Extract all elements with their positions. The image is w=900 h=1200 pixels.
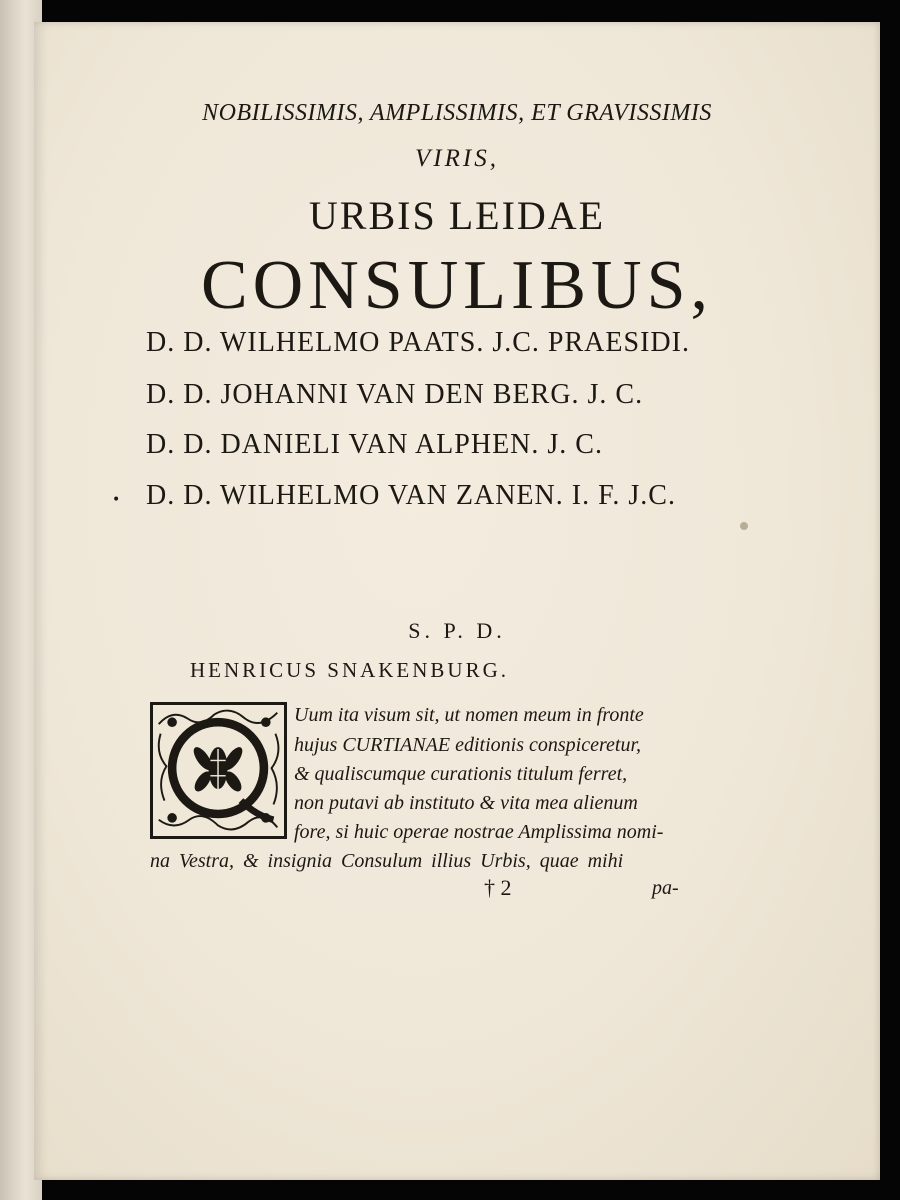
decorated-initial-q-icon <box>150 702 287 839</box>
signature-mark: † 2 <box>484 875 512 900</box>
dedication-line-3: URBIS LEIDAE <box>308 193 606 238</box>
paper-spot <box>740 522 748 530</box>
consul-name-4: D. D. WILHELMO VAN ZANEN. I. F. J.C. <box>146 480 676 511</box>
dedication-line-2: VIRIS, <box>415 145 499 172</box>
dedication-title: CONSULIBUS, <box>200 247 714 324</box>
body-text-line: na Vestra, & insignia Consulum illius Urbis, quae mihi <box>150 850 624 872</box>
salutation: S. P. D. <box>408 618 506 643</box>
body-text-line: hujus CURTIANAE editionis conspiceretur, <box>294 734 642 756</box>
consul-name-1: D. D. WILHELMO PAATS. J.C. PRAESIDI. <box>146 327 690 358</box>
catchword: pa- <box>652 877 679 899</box>
consul-name-2: D. D. JOHANNI VAN DEN BERG. J. C. <box>146 379 644 410</box>
margin-mark: • <box>112 492 121 508</box>
author-name: HENRICUS SNAKENBURG. <box>190 658 510 682</box>
consul-name-3: D. D. DANIELI VAN ALPHEN. J. C. <box>146 429 603 460</box>
book-page <box>34 22 880 1180</box>
dedication-line-1: NOBILISSIMIS, AMPLISSIMIS, ET GRAVISSIMIS <box>202 100 712 126</box>
body-text-line: non putavi ab instituto & vita mea alienum <box>294 792 638 814</box>
body-text-line: & qualiscumque curationis titulum ferret, <box>294 763 628 785</box>
body-text-line: Uum ita visum sit, ut nomen meum in fronte <box>294 704 644 726</box>
body-text-line: fore, si huic operae nostrae Amplissima nomi- <box>294 821 664 843</box>
